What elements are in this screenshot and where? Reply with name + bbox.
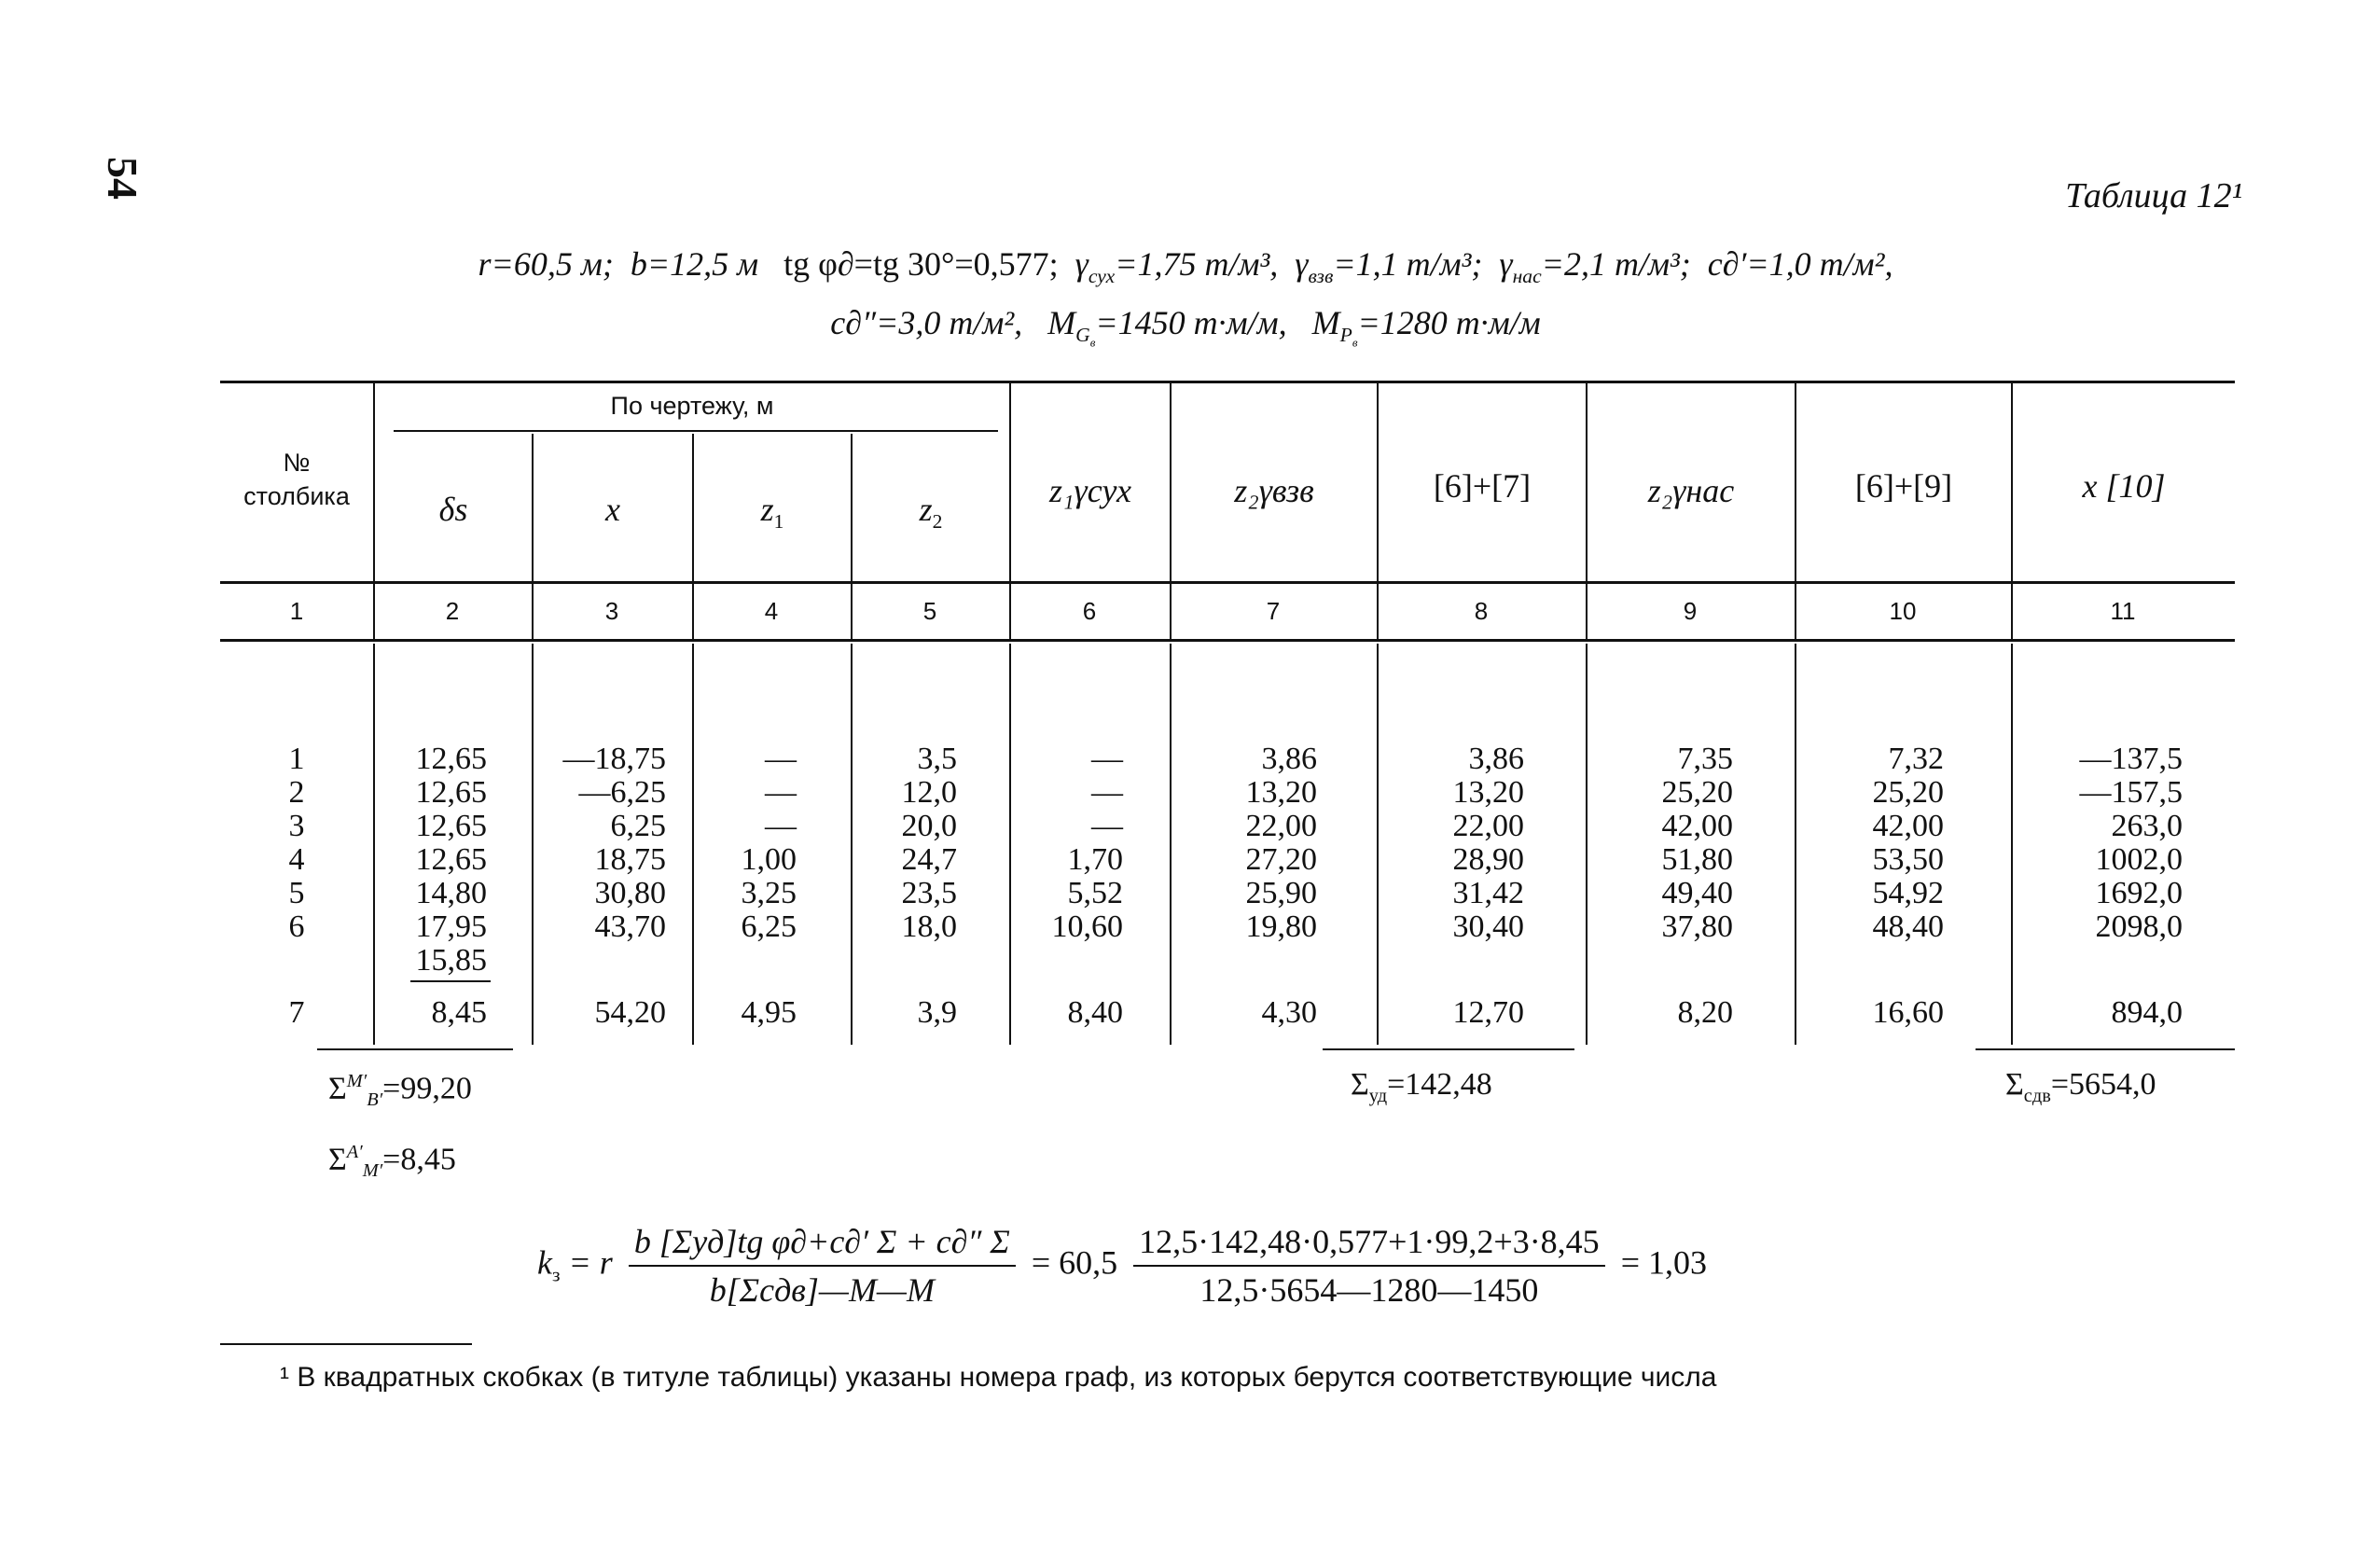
table-cell: 25,90: [1245, 876, 1317, 910]
table-cell: [1796, 944, 1944, 978]
page-number: 54: [99, 157, 146, 200]
colnum-bottom-rule: [220, 639, 2235, 642]
table-cell: 49,40: [1661, 876, 1733, 910]
data-col-2: [375, 742, 487, 1030]
table-cell: —: [1091, 742, 1123, 776]
footnote: ¹ В квадратных скобках (в титуле таблицы) указаны номера граф, из которых берутся соответствующие числа: [280, 1362, 1717, 1393]
sum-rule-right: [1976, 1048, 2235, 1050]
table-cell: [1379, 944, 1524, 978]
table-cell: —137,5: [2079, 742, 2183, 776]
data-col-6: [1011, 742, 1123, 1030]
table-cell: 30,40: [1452, 909, 1524, 944]
table-cell: 12,65: [415, 742, 487, 776]
table-cell: 42,00: [1661, 809, 1733, 843]
col-header-9: z₂γнас: [1647, 472, 1735, 509]
group-header-by-drawing: По чертежу, м: [610, 392, 774, 420]
formula-result: = 1,03: [1620, 1243, 1707, 1282]
table-cell: [694, 944, 797, 978]
table-cell: 5: [288, 876, 305, 910]
table-cell: 2098,0: [2095, 909, 2183, 944]
table-cell: 51,80: [1661, 842, 1733, 877]
param-tg: tg φ∂=tg 30°=0,577;: [783, 245, 1059, 283]
table-cell: 54,20: [594, 995, 666, 1030]
table-cell: 6,25: [741, 909, 797, 944]
param-gamma-susp: =1,1 т/м³;: [1333, 245, 1483, 283]
colnum-10: 10: [1889, 597, 1917, 625]
table-cell: 5,52: [1067, 876, 1123, 910]
colnum-6: 6: [1082, 597, 1097, 625]
data-col-11: [2013, 742, 2183, 1030]
param-gamma-sat: =2,1 т/м³;: [1541, 245, 1691, 283]
table-cell: 7,32: [1888, 742, 1944, 776]
table-cell: 42,00: [1872, 809, 1944, 843]
formula-numerator-numeric: 12,5·142,48·0,577+1·99,2+3·8,45: [1133, 1222, 1605, 1267]
vline-5: [1009, 382, 1011, 639]
table-cell: 4,30: [1261, 995, 1317, 1030]
table-cell: 6: [288, 909, 305, 944]
colnum-9: 9: [1683, 597, 1698, 625]
colnum-8: 8: [1474, 597, 1489, 625]
table-cell: 1,00: [741, 842, 797, 877]
data-col-3: [534, 742, 666, 1030]
table-cell: 1692,0: [2095, 876, 2183, 910]
col-header-10: [6]+[9]: [1854, 467, 1953, 505]
col-header-8: [6]+[7]: [1433, 467, 1532, 505]
table-cell: 31,42: [1452, 876, 1524, 910]
table-cell: —18,75: [562, 742, 666, 776]
vline-9: [1795, 382, 1796, 639]
vline-2: [532, 434, 534, 639]
col-header-ds: δs: [438, 491, 468, 528]
param-c1: =1,0 т/м²,: [1746, 245, 1893, 283]
data-col-9: [1588, 742, 1733, 1030]
table-cell: 894,0: [2111, 995, 2183, 1030]
table-cell: 27,20: [1245, 842, 1317, 877]
vline-3: [692, 434, 694, 639]
group-rule: [394, 430, 998, 432]
data-col-1: [250, 742, 343, 1030]
table-cell: —: [1091, 809, 1123, 843]
table-cell: 23,5: [901, 876, 957, 910]
colnum-7: 7: [1266, 597, 1281, 625]
header-bottom-rule: [220, 581, 2235, 584]
table-cell: 1,70: [1067, 842, 1123, 877]
table-cell: 53,50: [1872, 842, 1944, 877]
col-header-x: x: [605, 491, 620, 528]
params-line-1: r=60,5 м; b=12,5 м tg φ∂=tg 30°=0,577; $\gamma_{сух}=1,75$ т/м³, $\gamma_{взв}=1,1$ т/м³; $\gamma_{нас}=2,1$ т/м³; c∂′=1,0 т/м²,: [478, 245, 1893, 288]
col-header-6: z₁γсух: [1049, 472, 1131, 509]
table-cell: 4,95: [741, 995, 797, 1030]
param-c2: =3,0 т/м²,: [876, 304, 1023, 341]
table-cell: 8,45: [431, 995, 487, 1030]
table-cell: —157,5: [2079, 775, 2183, 810]
table-cell: 28,90: [1452, 842, 1524, 877]
table-cell: 2: [288, 775, 305, 810]
colnum-11: 11: [2110, 597, 2136, 625]
table-cell: 6,25: [610, 809, 666, 843]
stability-formula: $k_з = r$ $\frac{\text{b [Σуд]tg φ∂+c∂′ Σ + c∂″ Σ}}{\text{b[Σсдв]—M—M}}$ = 60,5 $\frac{12,5\cdot 142,48\cdot 0,577+1\cdot 99,2+3\cdot 8,45}{12,5\cdot 5654—1280—1450}$ = 1,03: [537, 1223, 1707, 1309]
col-header-z2: $z_2$: [919, 491, 943, 534]
table-cell: 12,0: [901, 775, 957, 810]
table-cell: 1: [288, 742, 305, 776]
col-header-7: z₂γвзв: [1234, 472, 1314, 509]
formula-denominator: b[Σсдв]—M—M: [709, 1271, 935, 1309]
table-top-rule: [220, 381, 2235, 383]
table-cell: 18,75: [594, 842, 666, 877]
table-cell: 13,20: [1452, 775, 1524, 810]
table-cell: 12,65: [415, 842, 487, 877]
param-b: =12,5 м: [646, 245, 759, 283]
vline-8: [1586, 382, 1588, 639]
sum-M-A: $\Sigma^{A'}_{M'}=8,45$: [328, 1142, 456, 1182]
table-cell: 30,80: [594, 876, 666, 910]
table-cell: [1172, 944, 1317, 978]
table-cell: 8,20: [1677, 995, 1733, 1030]
table-cell: 12,70: [1452, 995, 1524, 1030]
vline-6: [1170, 382, 1172, 639]
param-mg: =1450 т·м/м,: [1095, 304, 1287, 341]
table-cell: 12,65: [415, 775, 487, 810]
table-cell: 7: [288, 995, 305, 1030]
param-r: =60,5 м;: [491, 245, 614, 283]
table-cell: 3,9: [917, 995, 957, 1030]
table-cell: —: [765, 742, 797, 776]
formula-fraction-numeric: [1133, 1222, 1605, 1310]
table-cell: 48,40: [1872, 909, 1944, 944]
table-cell: [2013, 944, 2183, 978]
colnum-5: 5: [922, 597, 937, 625]
table-cell: 3: [288, 809, 305, 843]
vline-10: [2011, 382, 2013, 639]
formula-denominator-numeric: 12,5·5654—1280—1450: [1199, 1271, 1539, 1309]
table-cell: 16,60: [1872, 995, 1944, 1030]
row-number-header: № столбика: [243, 449, 350, 510]
table-cell: 19,80: [1245, 909, 1317, 944]
params-line-2: c∂″=3,0 т/м², $M_{G_в}=1450$ т·м/м, $M_{P_в}=1280$ т·м/м: [830, 304, 1541, 350]
table-cell: 25,20: [1661, 775, 1733, 810]
data-col-5: [853, 742, 957, 1030]
table-cell: [250, 944, 343, 978]
table-cell: 3,25: [741, 876, 797, 910]
sum-ud: $\Sigma_{уд}=142,48$: [1351, 1067, 1492, 1106]
formula-fraction-symbolic: [629, 1222, 1016, 1310]
table-cell: 10,60: [1051, 909, 1123, 944]
table-cell: 4: [288, 842, 305, 877]
data-col-10: [1796, 742, 1944, 1030]
table-label: Таблица 12¹: [2065, 176, 2242, 215]
data-col-4: [694, 742, 797, 1030]
table-cell: 1002,0: [2095, 842, 2183, 877]
param-gamma-dry: =1,75 т/м³,: [1115, 245, 1279, 283]
vline-7: [1377, 382, 1379, 639]
table-cell: 7,35: [1677, 742, 1733, 776]
table-cell: 43,70: [594, 909, 666, 944]
table-cell: 17,95: [415, 909, 487, 944]
table-cell: [534, 944, 666, 978]
table-cell: [1011, 944, 1123, 978]
colnum-4: 4: [764, 597, 779, 625]
table-cell: 14,80: [415, 876, 487, 910]
table-cell: 37,80: [1661, 909, 1733, 944]
footnote-rule: [220, 1343, 472, 1345]
colnum-1: 1: [289, 597, 304, 625]
table-cell: 15,85: [415, 943, 487, 978]
sum-rule-left: [317, 1048, 513, 1050]
table-cell: —: [765, 809, 797, 843]
sum-rule-middle: [1323, 1048, 1574, 1050]
col-header-11: x [10]: [2082, 467, 2166, 505]
table-cell: 22,00: [1245, 809, 1317, 843]
vline-4: [851, 434, 853, 639]
colnum-3: 3: [604, 597, 619, 625]
sum-sdv: $\Sigma_{сдв}=5654,0$: [2005, 1067, 2156, 1106]
param-mp: =1280 т·м/м: [1357, 304, 1541, 341]
table-cell: 263,0: [2111, 809, 2183, 843]
table-cell: 18,0: [901, 909, 957, 944]
table-cell: 3,5: [917, 742, 957, 776]
table-cell: 3,86: [1468, 742, 1524, 776]
table-cell: 24,7: [901, 842, 957, 877]
data-col-7: [1172, 742, 1317, 1030]
formula-lhs: = r: [568, 1243, 613, 1282]
data-col-8: [1379, 742, 1524, 1030]
sum-B-M: $\Sigma^{M'}_{B'}=99,20$: [328, 1071, 472, 1111]
col-header-z1: $z_1$: [760, 491, 784, 534]
table-cell: 13,20: [1245, 775, 1317, 810]
table-cell: —: [1091, 775, 1123, 810]
colnum-2: 2: [445, 597, 460, 625]
table-cell: 20,0: [901, 809, 957, 843]
table-cell: [853, 944, 957, 978]
formula-numerator: b [Σуд]tg φ∂+c∂′ Σ + c∂″ Σ: [629, 1222, 1016, 1267]
table-cell: —6,25: [578, 775, 666, 810]
table-cell: 8,40: [1067, 995, 1123, 1030]
table-cell: —: [765, 775, 797, 810]
table-cell: [1588, 944, 1733, 978]
table-cell: 22,00: [1452, 809, 1524, 843]
fraction-rule: [410, 980, 491, 982]
table-cell: 3,86: [1261, 742, 1317, 776]
table-cell: 12,65: [415, 809, 487, 843]
formula-mid: = 60,5: [1031, 1243, 1118, 1282]
table-cell: 54,92: [1872, 876, 1944, 910]
table-cell: 25,20: [1872, 775, 1944, 810]
